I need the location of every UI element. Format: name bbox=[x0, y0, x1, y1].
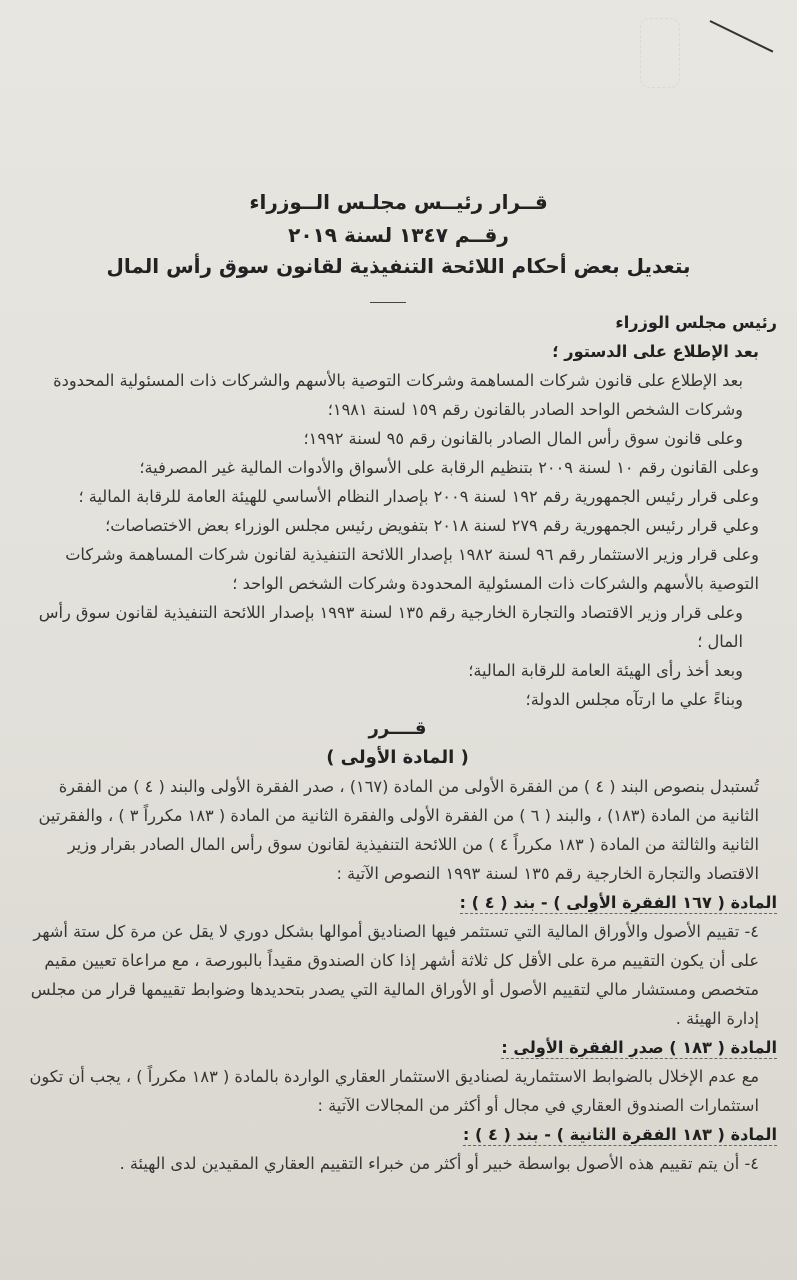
preamble-item-1: وعلى قانون سوق رأس المال الصادر بالقانون رقم ٩٥ لسنة ١٩٩٢؛ bbox=[303, 429, 743, 448]
constitution-line: بعد الإطلاع على الدستور ؛ bbox=[552, 342, 759, 361]
issuer-line: رئيس مجلس الوزراء bbox=[615, 313, 777, 332]
decree-subject: بتعديل بعض أحكام اللائحة التنفيذية لقانون سوق رأس المال bbox=[106, 254, 691, 278]
section-heading-167-text: المادة ( ١٦٧ الفقرة الأولى ) - بند ( ٤ ) : bbox=[459, 893, 777, 912]
section-text-183-second: ٤- أن يتم تقييم هذه الأصول بواسطة خبير أو أكثر من خبراء التقييم العقاري المقيدين لدى الهيئة . bbox=[119, 1154, 759, 1173]
section-text-183: مع عدم الإخلال بالضوابط الاستثمارية لصناديق الاستثمار العقاري الواردة بالمادة ( ١٨٣ مكرراً ) ، يجب أن تكون استثمارات الصندوق العقاري في مجال أو أكثر من المجالات الآتية : bbox=[29, 1067, 759, 1115]
section-text-167: ٤- تقييم الأصول والأوراق المالية التي تستثمر فيها الصناديق أموالها بشكل دوري لا يقل عن مرة كل ستة أشهر على أن يكون التقييم مرة على الأقل كل ثلاثة أشهر إذا كان الصندوق مقيداً بالبورصة ، مع مراعاة تعيين مقيم متخصص ومستشار مالي لتقييم الأصول أو الأوراق المالية التي يصدر بتحديدها وضوابط تقييمها قرار من مجلس إدارة الهيئة . bbox=[30, 922, 759, 1028]
decision-heading: قــــرر bbox=[368, 718, 427, 739]
section-heading-183 bbox=[18, 1033, 777, 1062]
decree-title: قــرار رئيــس مجلـس الــوزراء bbox=[249, 190, 548, 214]
article-one-title: ( المادة الأولى ) bbox=[326, 747, 469, 768]
pen-stroke-mark bbox=[710, 20, 774, 52]
article-one-text: تُستبدل بنصوص البند ( ٤ ) من الفقرة الأولى من المادة (١٦٧) ، صدر الفقرة الأولى والبند ( ٤ ) من الفقرة الثانية من المادة (١٨٣) ، والبند ( ٦ ) من الفقرة الأولى والفقرة الثانية من المادة ( ١٨٣ مكرراً ٣ ) ، والفقرتين الثانية والثالثة من المادة ( ١٨٣ مكرراً ٤ ) من اللائحة التنفيذية لقانون سوق رأس المال الصادر بقرار وزير الاقتصاد والتجارة الخارجية رقم ١٣٥ لسنة ١٩٩٣ النصوص الآتية : bbox=[38, 777, 759, 883]
preamble-item-7: وبعد أخذ رأى الهيئة العامة للرقابة المالية؛ bbox=[468, 661, 743, 680]
title-divider bbox=[370, 302, 406, 303]
preamble-item-8: وبناءً علي ما ارتآه مجلس الدولة؛ bbox=[525, 690, 743, 709]
section-heading-183-second-text: المادة ( ١٨٣ الفقرة الثانية ) - بند ( ٤ ) : bbox=[462, 1125, 777, 1144]
preamble-item-5: وعلى قرار وزير الاستثمار رقم ٩٦ لسنة ١٩٨٢ بإصدار اللائحة التنفيذية لقانون شركات المساهمة وشركات التوصية بالأسهم والشركات ذات المسئولية المحدودة وشركات الشخص الواحد ؛ bbox=[65, 545, 759, 593]
section-heading-183-second bbox=[18, 1120, 777, 1149]
preamble-item-4: وعلي قرار رئيس الجمهورية رقم ٢٧٩ لسنة ٢٠١٨ بتفويض رئيس مجلس الوزراء بعض الاختصاصات؛ bbox=[105, 516, 759, 535]
section-heading-183-text: المادة ( ١٨٣ ) صدر الفقرة الأولى : bbox=[501, 1038, 777, 1057]
preamble-item-2: وعلى القانون رقم ١٠ لسنة ٢٠٠٩ بتنظيم الرقابة على الأسواق والأدوات المالية غير المصرفية؛ bbox=[139, 458, 759, 477]
preamble-item-6: وعلى قرار وزير الاقتصاد والتجارة الخارجية رقم ١٣٥ لسنة ١٩٩٣ بإصدار اللائحة التنفيذية لقانون سوق رأس المال ؛ bbox=[38, 603, 743, 651]
preamble-item-3: وعلى قرار رئيس الجمهورية رقم ١٩٢ لسنة ٢٠٠٩ بإصدار النظام الأساسي للهيئة العامة للرقابة المالية ؛ bbox=[78, 487, 759, 506]
document-body bbox=[18, 308, 777, 1178]
decree-number: رقــم ١٣٤٧ لسنة ٢٠١٩ bbox=[288, 223, 509, 247]
faded-emblem-watermark bbox=[640, 18, 680, 88]
section-heading-167 bbox=[18, 888, 777, 917]
preamble-item-0: بعد الإطلاع على قانون شركات المساهمة وشركات التوصية بالأسهم والشركات ذات المسئولية المحدودة وشركات الشخص الواحد الصادر بالقانون رقم ١٥٩ لسنة ١٩٨١؛ bbox=[53, 371, 743, 419]
